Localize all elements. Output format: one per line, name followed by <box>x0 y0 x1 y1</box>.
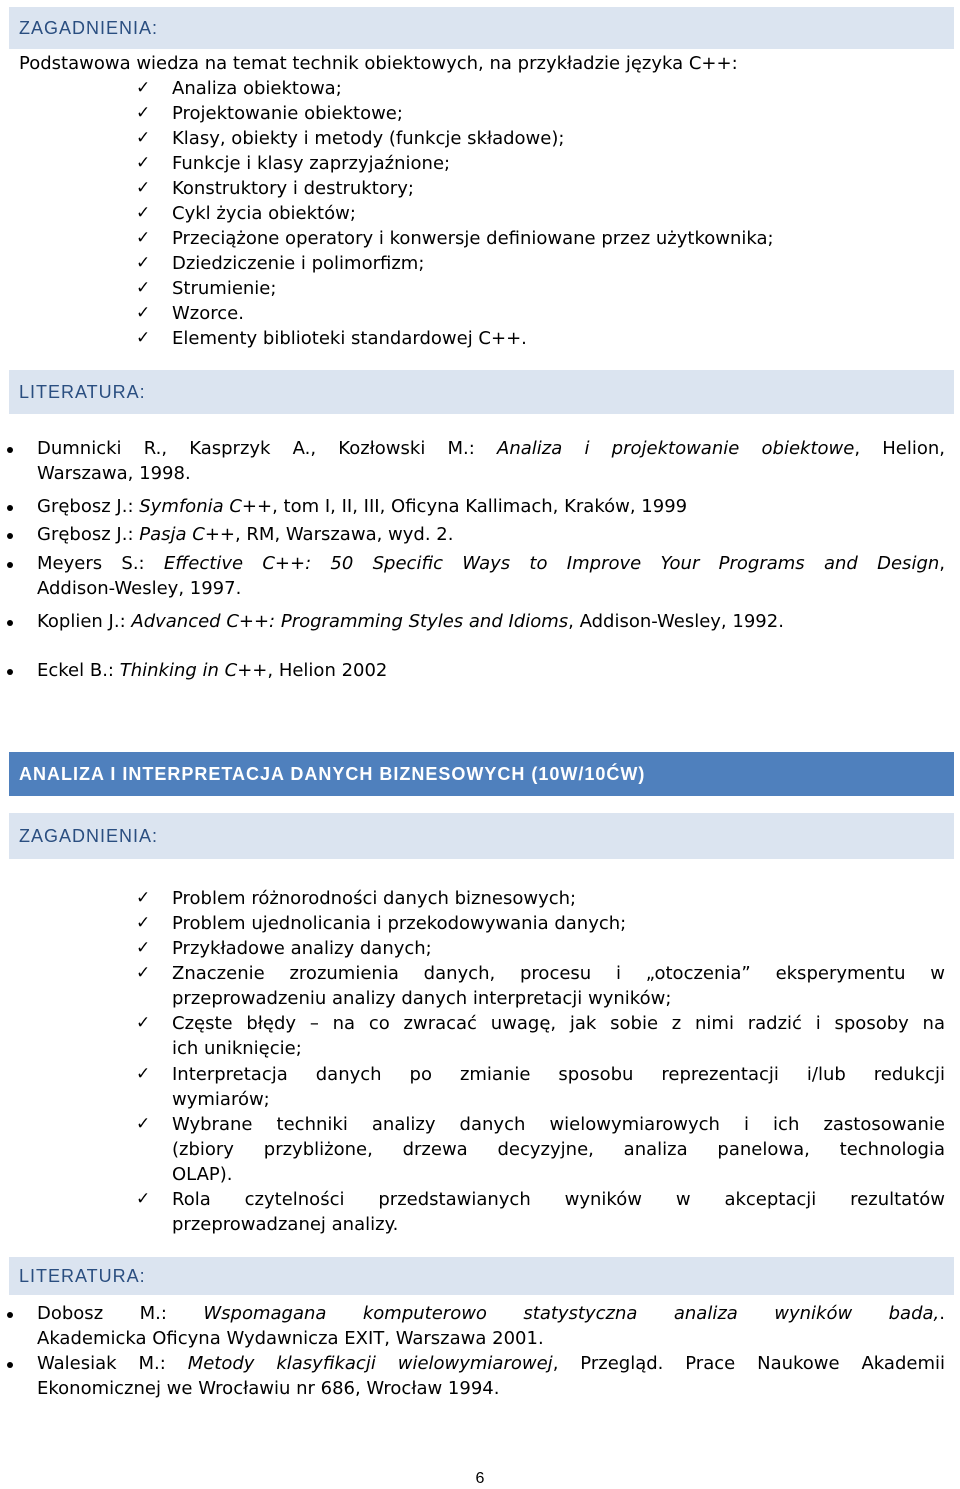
topic-item: (zbiory przybliżone, drzewa decyzyjne, analiza panelowa, technologia <box>172 1139 945 1160</box>
book-title: Symfonia C++ <box>139 496 273 517</box>
check-icon: ✓ <box>136 153 151 173</box>
check-icon: ✓ <box>136 1064 151 1084</box>
publisher: , Addison-Wesley, 1992. <box>568 611 784 632</box>
check-icon: ✓ <box>136 178 151 198</box>
book-title: Thinking in C++ <box>119 660 268 681</box>
author: Dobosz M.: <box>37 1303 204 1324</box>
literature-item <box>37 658 387 683</box>
topic-item: Analiza obiektowa; <box>172 78 342 99</box>
book-title: Effective C++: 50 Specific Ways to Improve Your Programs and Design <box>163 553 940 574</box>
topics-header: ZAGADNIENIA: <box>9 7 954 49</box>
publisher: , Helion, <box>854 438 945 459</box>
publisher: , <box>939 553 946 574</box>
check-icon: ✓ <box>136 888 151 908</box>
topic-item: przeprowadzanej analizy. <box>172 1214 399 1235</box>
bullet-icon <box>7 533 13 539</box>
check-icon: ✓ <box>136 253 151 273</box>
page-number: 6 <box>475 1470 485 1487</box>
publisher: , tom I, II, III, Oficyna Kallimach, Kraków, 1999 <box>272 496 688 517</box>
topic-item: Strumienie; <box>172 278 277 299</box>
literature-item-continued: Akademicka Oficyna Wydawnicza EXIT, Warszawa 2001. <box>37 1328 544 1349</box>
author: Dumnicki R., Kasprzyk A., Kozłowski M.: <box>37 438 498 459</box>
topic-item: Przeciążone operatory i konwersje definiowane przez użytkownika; <box>172 228 774 249</box>
topic-item: Elementy biblioteki standardowej C++. <box>172 328 527 349</box>
book-title: Analiza i projektowanie obiektowe <box>497 438 855 459</box>
check-icon: ✓ <box>136 913 151 933</box>
topic-item: Konstruktory i destruktory; <box>172 178 414 199</box>
publisher: , Przegląd. Prace Naukowe Akademii <box>552 1353 945 1374</box>
topic-item: przeprowadzeniu analizy danych interpretacji wyników; <box>172 988 672 1009</box>
author: Koplien J.: <box>37 611 132 632</box>
topic-item: Projektowanie obiektowe; <box>172 103 403 124</box>
topic-item: Problem różnorodności danych biznesowych; <box>172 888 577 909</box>
author: Meyers S.: <box>37 553 164 574</box>
publisher: , Helion 2002 <box>267 660 388 681</box>
check-icon: ✓ <box>136 963 151 983</box>
topic-item: Cykl życia obiektów; <box>172 203 356 224</box>
literature-item <box>37 436 945 461</box>
intro-text: Podstawowa wiedza na temat technik obiektowych, na przykładzie języka C++: <box>19 53 738 74</box>
topics-header: ZAGADNIENIA: <box>9 813 954 859</box>
bullet-icon <box>7 505 13 511</box>
bullet-icon <box>7 562 13 568</box>
literature-item <box>37 494 687 519</box>
check-icon: ✓ <box>136 278 151 298</box>
check-icon: ✓ <box>136 1189 151 1209</box>
literature-item-continued: Ekonomicznej we Wrocławiu nr 686, Wrocław 1994. <box>37 1378 500 1399</box>
bullet-icon <box>7 1312 13 1318</box>
topic-item: Wzorce. <box>172 303 244 324</box>
book-title: Pasja C++ <box>139 524 235 545</box>
check-icon: ✓ <box>136 1013 151 1033</box>
topic-item: Rola czytelności przedstawianych wyników w akceptacji rezultatów <box>172 1189 945 1210</box>
literature-header: LITERATURA: <box>9 370 954 414</box>
topic-item: Przykładowe analizy danych; <box>172 938 432 959</box>
bullet-icon <box>7 447 13 453</box>
book-title: Advanced C++: Programming Styles and Idioms <box>131 611 569 632</box>
check-icon: ✓ <box>136 1114 151 1134</box>
topic-item: OLAP). <box>172 1164 233 1185</box>
bullet-icon <box>7 1362 13 1368</box>
literature-item <box>37 551 945 576</box>
topic-item: Częste błędy – na co zwracać uwagę, jak sobie z nimi radzić i sposoby na <box>172 1013 945 1034</box>
author: Grębosz J.: <box>37 524 140 545</box>
literature-item-continued: Warszawa, 1998. <box>37 463 191 484</box>
literature-item <box>37 1351 945 1376</box>
book-title: Metody klasyfikacji wielowymiarowej <box>187 1353 553 1374</box>
topic-item: ich uniknięcie; <box>172 1038 302 1059</box>
author: Walesiak M.: <box>37 1353 188 1374</box>
check-icon: ✓ <box>136 303 151 323</box>
course-title: ANALIZA I INTERPRETACJA DANYCH BIZNESOWYCH (10W/10ĆW) <box>9 752 954 796</box>
topic-item: Interpretacja danych po zmianie sposobu reprezentacji i/lub redukcji <box>172 1064 945 1085</box>
bullet-icon <box>7 669 13 675</box>
bullet-icon <box>7 620 13 626</box>
topic-item: wymiarów; <box>172 1089 270 1110</box>
topic-item: Znaczenie zrozumienia danych, procesu i „otoczenia” eksperymentu w <box>172 963 945 984</box>
check-icon: ✓ <box>136 78 151 98</box>
check-icon: ✓ <box>136 228 151 248</box>
topic-item: Klasy, obiekty i metody (funkcje składowe); <box>172 128 565 149</box>
check-icon: ✓ <box>136 938 151 958</box>
topic-item: Wybrane techniki analizy danych wielowymiarowych i ich zastosowanie <box>172 1114 945 1135</box>
author: Grębosz J.: <box>37 496 140 517</box>
literature-item <box>37 609 784 634</box>
topic-item: Problem ujednolicania i przekodowywania danych; <box>172 913 627 934</box>
check-icon: ✓ <box>136 128 151 148</box>
author: Eckel B.: <box>37 660 120 681</box>
literature-item <box>37 522 453 547</box>
check-icon: ✓ <box>136 103 151 123</box>
publisher: . <box>939 1303 945 1324</box>
book-title: Wspomagana komputerowo statystyczna analiza wyników bada, <box>203 1303 940 1324</box>
check-icon: ✓ <box>136 203 151 223</box>
topic-item: Funkcje i klasy zaprzyjaźnione; <box>172 153 451 174</box>
topic-item: Dziedziczenie i polimorfizm; <box>172 253 425 274</box>
check-icon: ✓ <box>136 328 151 348</box>
literature-item <box>37 1301 945 1326</box>
literature-header: LITERATURA: <box>9 1257 954 1295</box>
literature-item-continued: Addison-Wesley, 1997. <box>37 578 242 599</box>
publisher: , RM, Warszawa, wyd. 2. <box>234 524 454 545</box>
